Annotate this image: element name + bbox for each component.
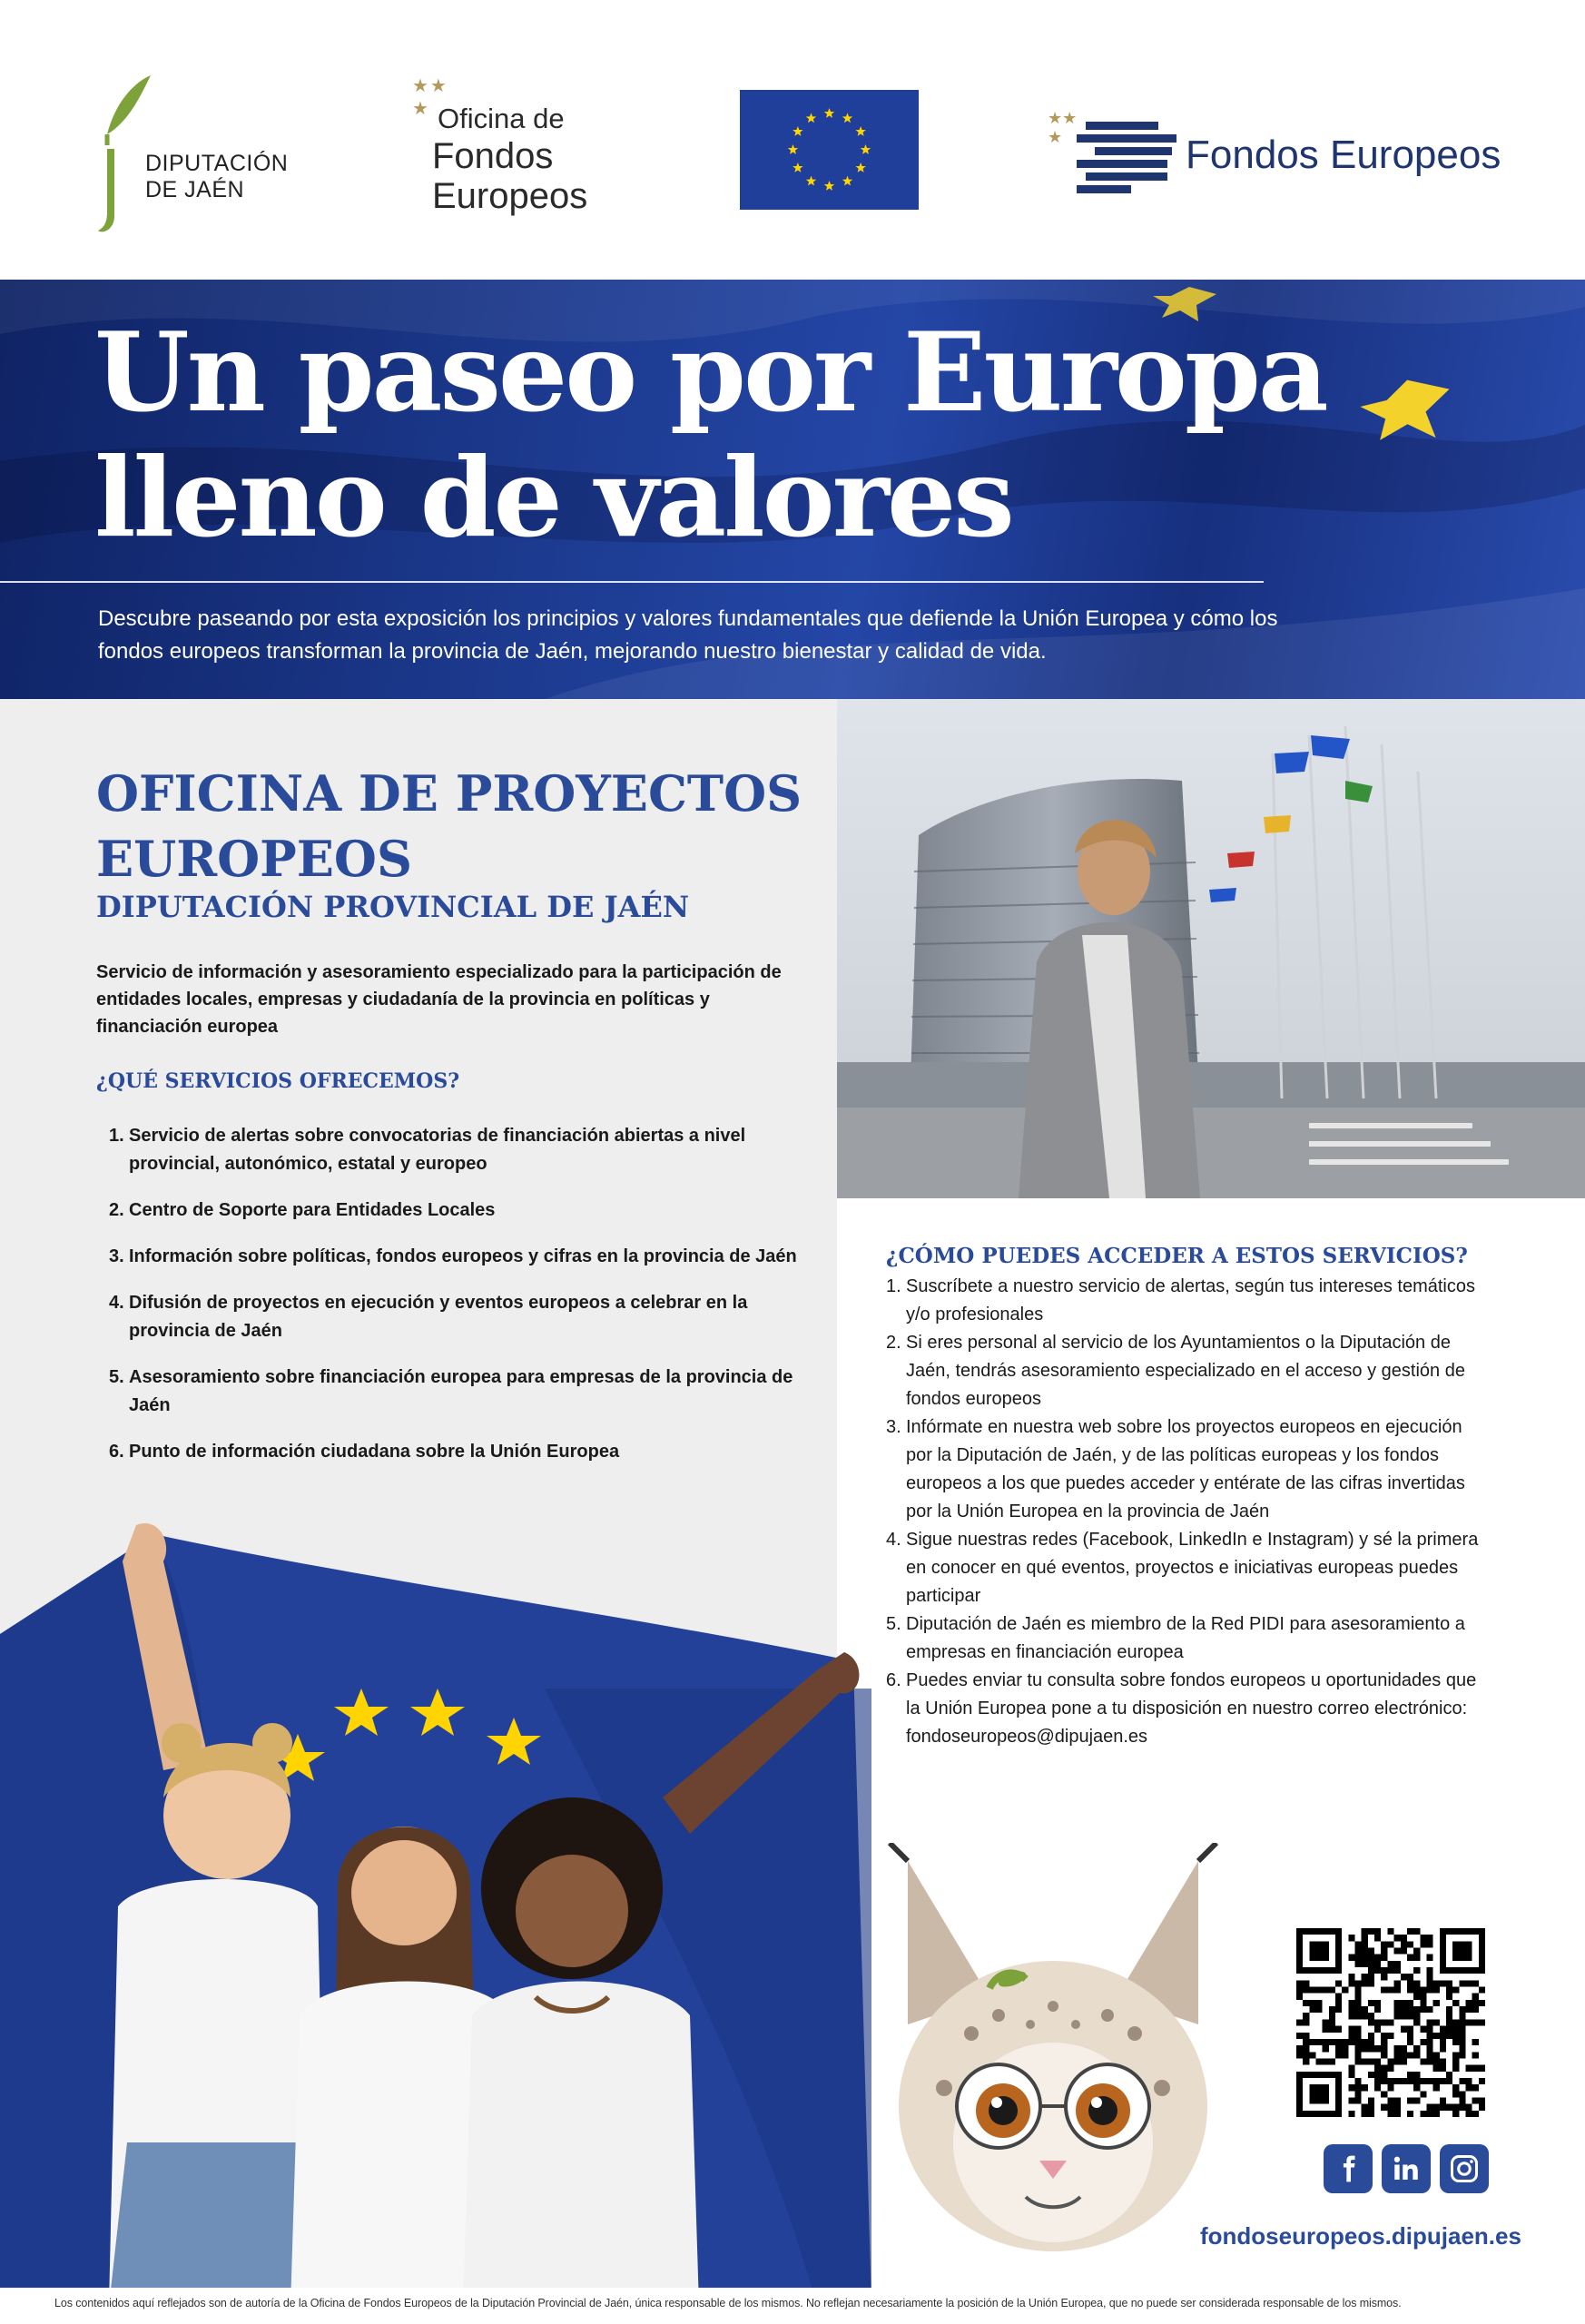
instagram-icon[interactable] [1440, 2144, 1489, 2193]
diputacion-leaf-icon [98, 71, 153, 234]
hero-subtitle: Descubre paseando por esta exposición los principios y valores fundamentales que defiende la Unión Europea y cómo los fondos europeos transforman la provincia de Jaén, mejorando nuestro bienestar y calidad de vida. [98, 606, 1278, 664]
access-heading: ¿CÓMO PUEDES ACCEDER A ESTOS SERVICIOS? [886, 1244, 1468, 1268]
footer [0, 2288, 1585, 2324]
access-list [886, 1273, 1485, 1751]
linkedin-icon[interactable] [1382, 2144, 1431, 2193]
gold-stars-icon: ★★ ★ [1048, 109, 1078, 146]
social-links [1324, 2144, 1489, 2193]
hero-title: Un paseo por Europa lleno de valores [94, 309, 1326, 562]
qr-code[interactable] [1296, 1928, 1485, 2117]
fondos-europeos-logo [1048, 109, 1501, 200]
list-item: 2. Si eres personal al servicio de los Ayuntamientos o la Diputación de Jaén, tendrás asesoramiento especializado en el acceso y gestión de fondos europeos [886, 1333, 1465, 1409]
services-heading: ¿QUÉ SERVICIOS OFRECEMOS? [96, 1069, 460, 1093]
facebook-icon[interactable] [1324, 2144, 1373, 2193]
oficina-logo-text: Oficina de Fondos Europeos [432, 103, 588, 216]
list-item: 4. Difusión de proyectos en ejecución y eventos europeos a celebrar en la provincia de Jaén [109, 1293, 748, 1341]
list-item: 5. Diputación de Jaén es miembro de la Red PIDI para asesoramiento a empresas en financiación europea [886, 1614, 1465, 1662]
hero-divider [0, 581, 1264, 583]
list-item: 1. Servicio de alertas sobre convocatorias de financiación abiertas a nivel provincial, autonómico, estatal y europeo [109, 1126, 746, 1174]
list-item: 2. Centro de Soporte para Entidades Locales [109, 1200, 496, 1220]
website-link[interactable]: fondoseuropeos.dipujaen.es [1200, 2222, 1521, 2250]
european-parliament-photo [837, 699, 1585, 1198]
list-item: 6. Punto de información ciudadana sobre la Unión Europea [109, 1442, 620, 1462]
diputacion-jaen-logo [98, 71, 316, 239]
girls-eu-flag-photo [0, 1507, 871, 2306]
gold-stars-icon: ★★ ★ [412, 76, 448, 119]
logo-strip [0, 0, 1585, 280]
list-item: 6. Puedes enviar tu consulta sobre fondos europeos u oportunidades que la Unión Europea pone a tu disposición en nuestro correo electrónico: fondoseuropeos@dipujaen.es [886, 1670, 1477, 1747]
list-item: 5. Asesoramiento sobre financiación europea para empresas de la provincia de Jaén [109, 1367, 793, 1415]
disclaimer-text: Los contenidos aquí reflejados son de autoría de la Oficina de Fondos Europeos de la Diputación Provincial de Jaén, única responsable de los mismos. No reflejan necesariamente la posición de la Unión Europea, que no puede ser considerada responsable de los mismos. [54, 2297, 1402, 2309]
eu-flag-icon [740, 90, 919, 210]
office-intro: Servicio de información y asesoramiento especializado para la participación de entidades locales, empresas y ciudadanía de la provincia en políticas y financiación europea [96, 962, 782, 1037]
oficina-fondos-europeos-logo [409, 74, 617, 229]
office-subtitle: DIPUTACIÓN PROVINCIAL DE JAÉN [96, 890, 690, 924]
office-title: OFICINA DE PROYECTOS EUROPEOS [96, 764, 802, 888]
list-item: 4. Sigue nuestras redes (Facebook, LinkedIn e Instagram) y sé la primera en conocer en qué eventos, proyectos e iniciativas europeas puedes participar [886, 1530, 1479, 1606]
lynx-mascot-illustration [853, 1843, 1253, 2297]
list-item: 3. Información sobre políticas, fondos europeos y cifras en la provincia de Jaén [109, 1246, 797, 1266]
list-item: 3. Infórmate en nuestra web sobre los proyectos europeos en ejecución por la Diputación de Jaén, y de las políticas europeas y los fondos europeos a los que puedes acceder y entérate de las cifras invertidas por la Unión Europea en la provincia de Jaén [886, 1417, 1465, 1521]
hero-banner [0, 280, 1585, 699]
services-list [109, 1122, 799, 1484]
list-item: 1. Suscríbete a nuestro servicio de alertas, según tus intereses temáticos y/o profesionales [886, 1276, 1475, 1324]
fondos-europeos-logo-text: Fondos Europeos [1186, 133, 1501, 177]
stripes-icon [1077, 122, 1176, 194]
diputacion-logo-text: DIPUTACIÓN DE JAÉN [145, 151, 289, 202]
